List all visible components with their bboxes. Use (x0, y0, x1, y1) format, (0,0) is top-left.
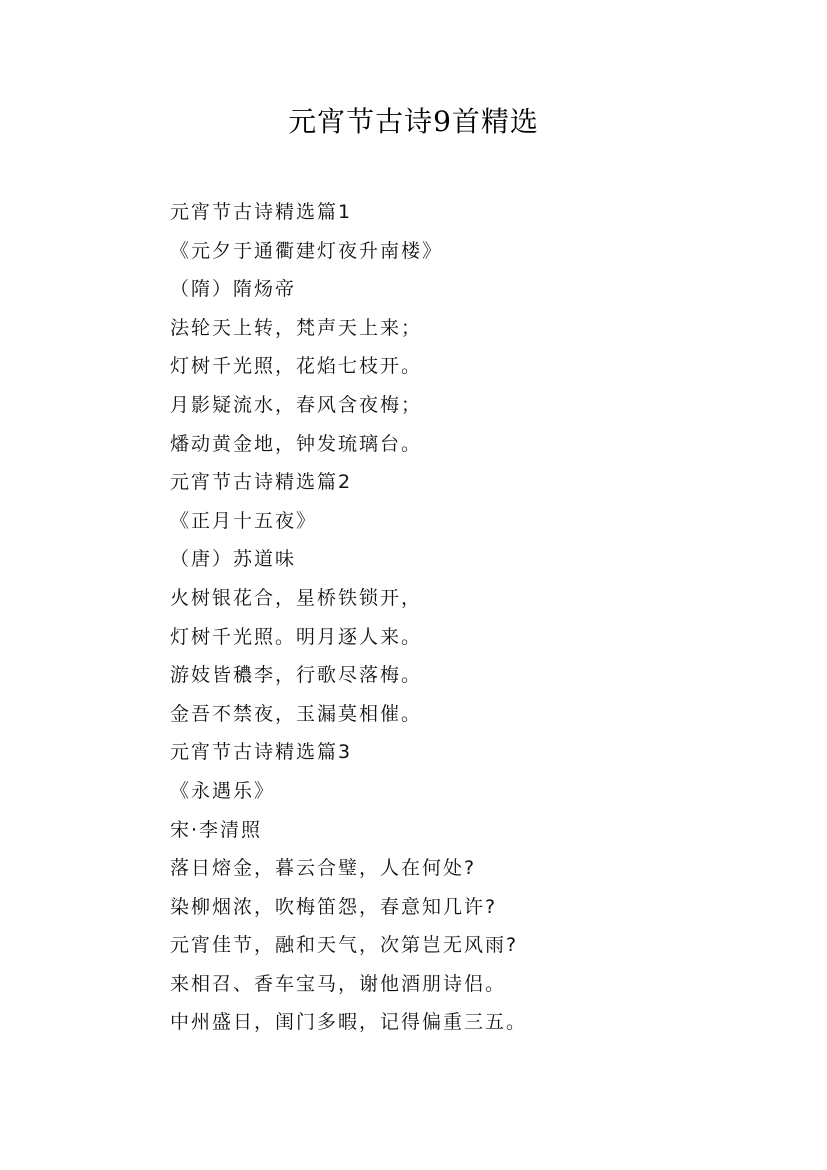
poem-title-3: 《永遇乐》 (170, 779, 276, 802)
poem-title-2: 《正月十五夜》 (170, 509, 318, 532)
poem-text-body (170, 193, 770, 1042)
poem-line: 游妓皆穠李，行歌尽落梅。 (170, 664, 423, 687)
poem-line: 灯树千光照。明月逐人来。 (170, 625, 423, 648)
poem-line: 来相召、香车宝马，谢他酒朋诗侣。 (170, 972, 507, 995)
section-heading-1: 元宵节古诗精选篇1 (170, 201, 353, 223)
poem-author-1: （隋）隋炀帝 (170, 278, 297, 301)
poem-line: 元宵佳节，融和天气，次第岂无风雨? (170, 934, 519, 957)
poem-line: 落日熔金，暮云合璧，人在何处? (170, 857, 477, 880)
document-title: 元宵节古诗9首精选 (288, 105, 539, 138)
poem-line: 燔动黄金地，钟发琉璃台。 (170, 432, 423, 455)
poem-line: 法轮天上转，梵声天上来； (170, 316, 423, 339)
poem-line: 中州盛日，闺门多暇，记得偏重三五。 (170, 1011, 528, 1034)
poem-author-2: （唐）苏道味 (170, 548, 297, 571)
poem-line: 月影疑流水，春风含夜梅； (170, 393, 423, 416)
section-heading-3: 元宵节古诗精选篇3 (170, 741, 353, 764)
poem-line: 金吾不禁夜，玉漏莫相催。 (170, 702, 423, 725)
poem-line: 火树银花合，星桥铁锁开， (170, 586, 423, 609)
section-heading-2: 元宵节古诗精选篇2 (170, 471, 353, 494)
poem-author-3: 宋·李清照 (170, 818, 263, 841)
poem-line: 染柳烟浓，吹梅笛怨，春意知几许? (170, 895, 498, 918)
poem-line: 灯树千光照，花焰七枝开。 (170, 355, 423, 378)
poem-title-1: 《元夕于通衢建灯夜升南楼》 (170, 239, 444, 262)
